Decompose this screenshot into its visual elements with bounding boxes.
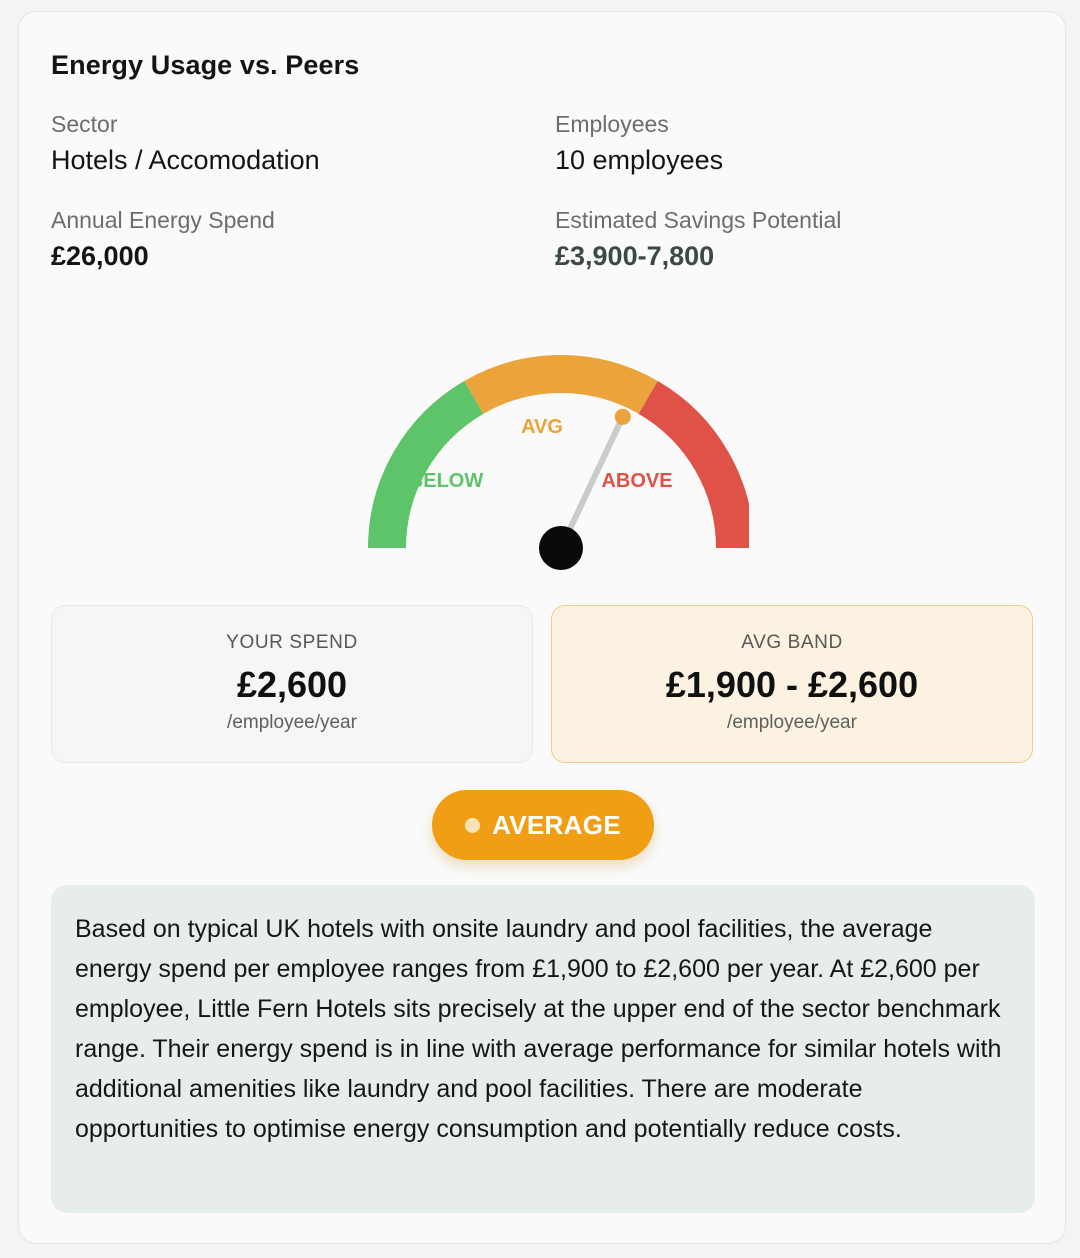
gauge-label-above: ABOVE xyxy=(601,470,673,492)
status-dot-icon xyxy=(465,818,480,833)
annual-spend-value: £26,000 xyxy=(51,241,149,271)
employees-label: Employees xyxy=(555,111,669,137)
sector-label: Sector xyxy=(51,111,118,137)
annual-spend-label: Annual Energy Spend xyxy=(51,207,275,233)
savings-value: £3,900-7,800 xyxy=(555,241,715,271)
avg-band-unit: /employee/year xyxy=(727,712,857,733)
status-badge xyxy=(432,790,654,860)
status-label: AVERAGE xyxy=(492,809,621,840)
avg-band-value: £1,900 - £2,600 xyxy=(665,664,919,705)
your-spend-unit: /employee/year xyxy=(227,712,357,733)
avg-band-box xyxy=(551,605,1033,763)
avg-band-label: AVG BAND xyxy=(741,632,843,653)
employees-value: 10 employees xyxy=(555,145,724,175)
energy-usage-card xyxy=(18,11,1066,1244)
card-title: Energy Usage vs. Peers xyxy=(51,50,360,80)
gauge-label-below: BELOW xyxy=(408,470,484,492)
sector-value: Hotels / Accomodation xyxy=(51,145,320,175)
gauge-segment-avg xyxy=(474,374,648,397)
gauge-needle-tip xyxy=(615,409,631,425)
benchmark-gauge xyxy=(339,332,749,582)
your-spend-value: £2,600 xyxy=(236,664,348,705)
benchmark-summary: Based on typical UK hotels with onsite laundry and pool facilities, the average energy spend per employee ranges from £1,900 to £2,600 per year. At £2,600 per employee, Little Fern Hotels sits precisely at the upper end of the sector benchmark range. Their energy spend is in line with average performance for similar hotels with additional amenities like laundry and pool facilities. There are moderate opportunities to optimise energy consumption and potentially reduce costs. xyxy=(51,885,1035,1213)
gauge-arcs xyxy=(387,374,735,548)
savings-label: Estimated Savings Potential xyxy=(555,207,842,233)
gauge-label-avg: AVG xyxy=(521,416,563,438)
gauge-hub xyxy=(539,526,583,570)
your-spend-label: YOUR SPEND xyxy=(226,632,358,653)
your-spend-box xyxy=(51,605,533,763)
